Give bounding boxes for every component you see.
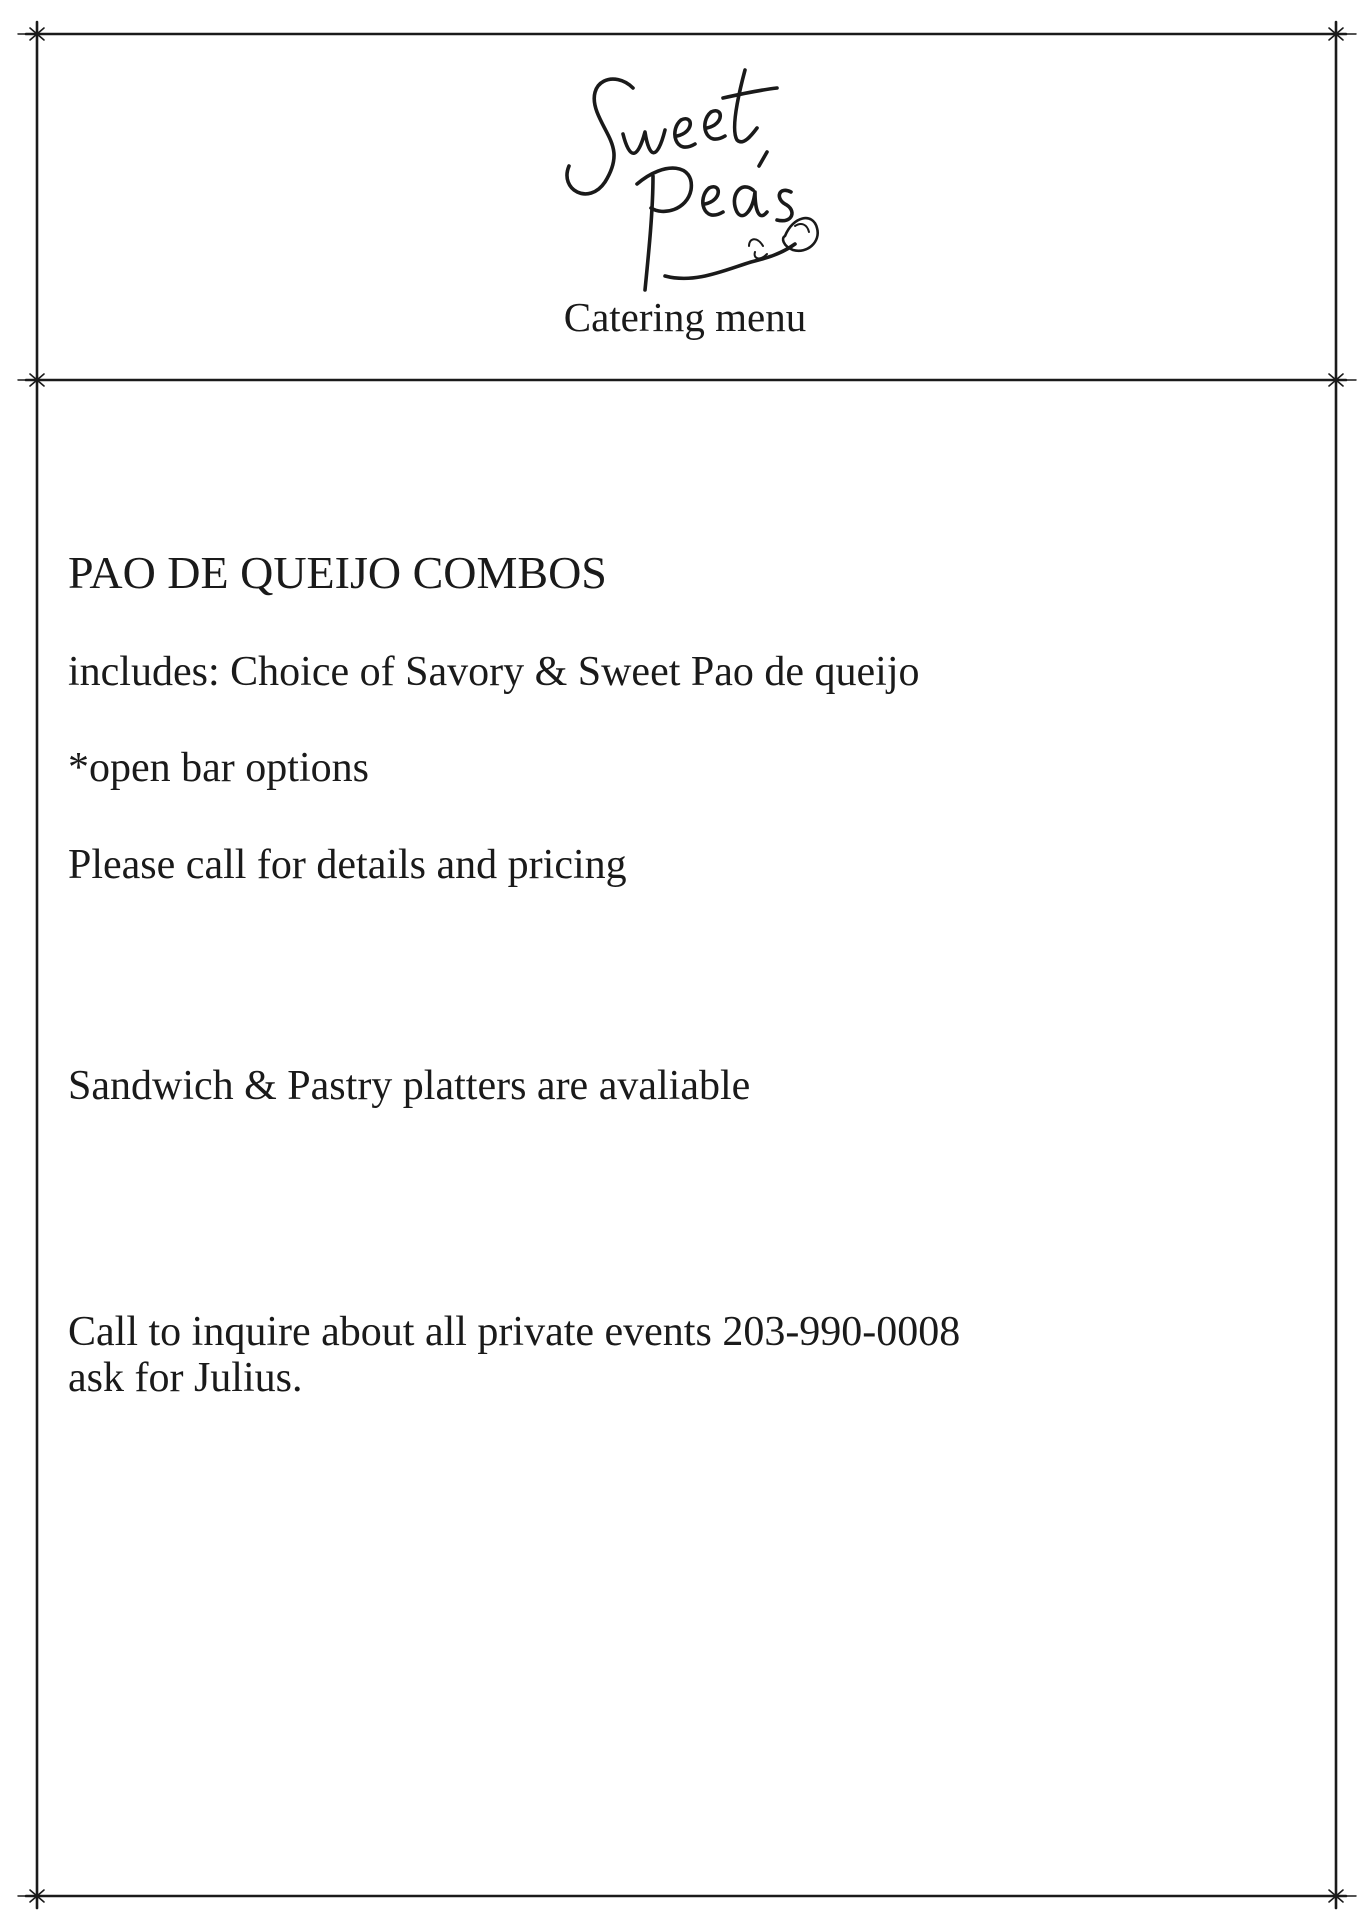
catering-menu-subtitle: Catering menu (563, 294, 807, 340)
platters-line: Sandwich & Pastry platters are avaliable (68, 1063, 751, 1109)
open-bar-line: *open bar options (68, 745, 369, 791)
sweet-peas-logo (545, 40, 845, 310)
pricing-line: Please call for details and pricing (68, 842, 627, 888)
events-contact-line: Call to inquire about all private events 203-990-0008 (68, 1309, 961, 1355)
includes-line: includes: Choice of Savory & Sweet Pao de queijo (68, 649, 920, 695)
events-contact-name-line: ask for Julius. (68, 1355, 303, 1401)
section-title: PAO DE QUEIJO COMBOS (68, 547, 607, 598)
